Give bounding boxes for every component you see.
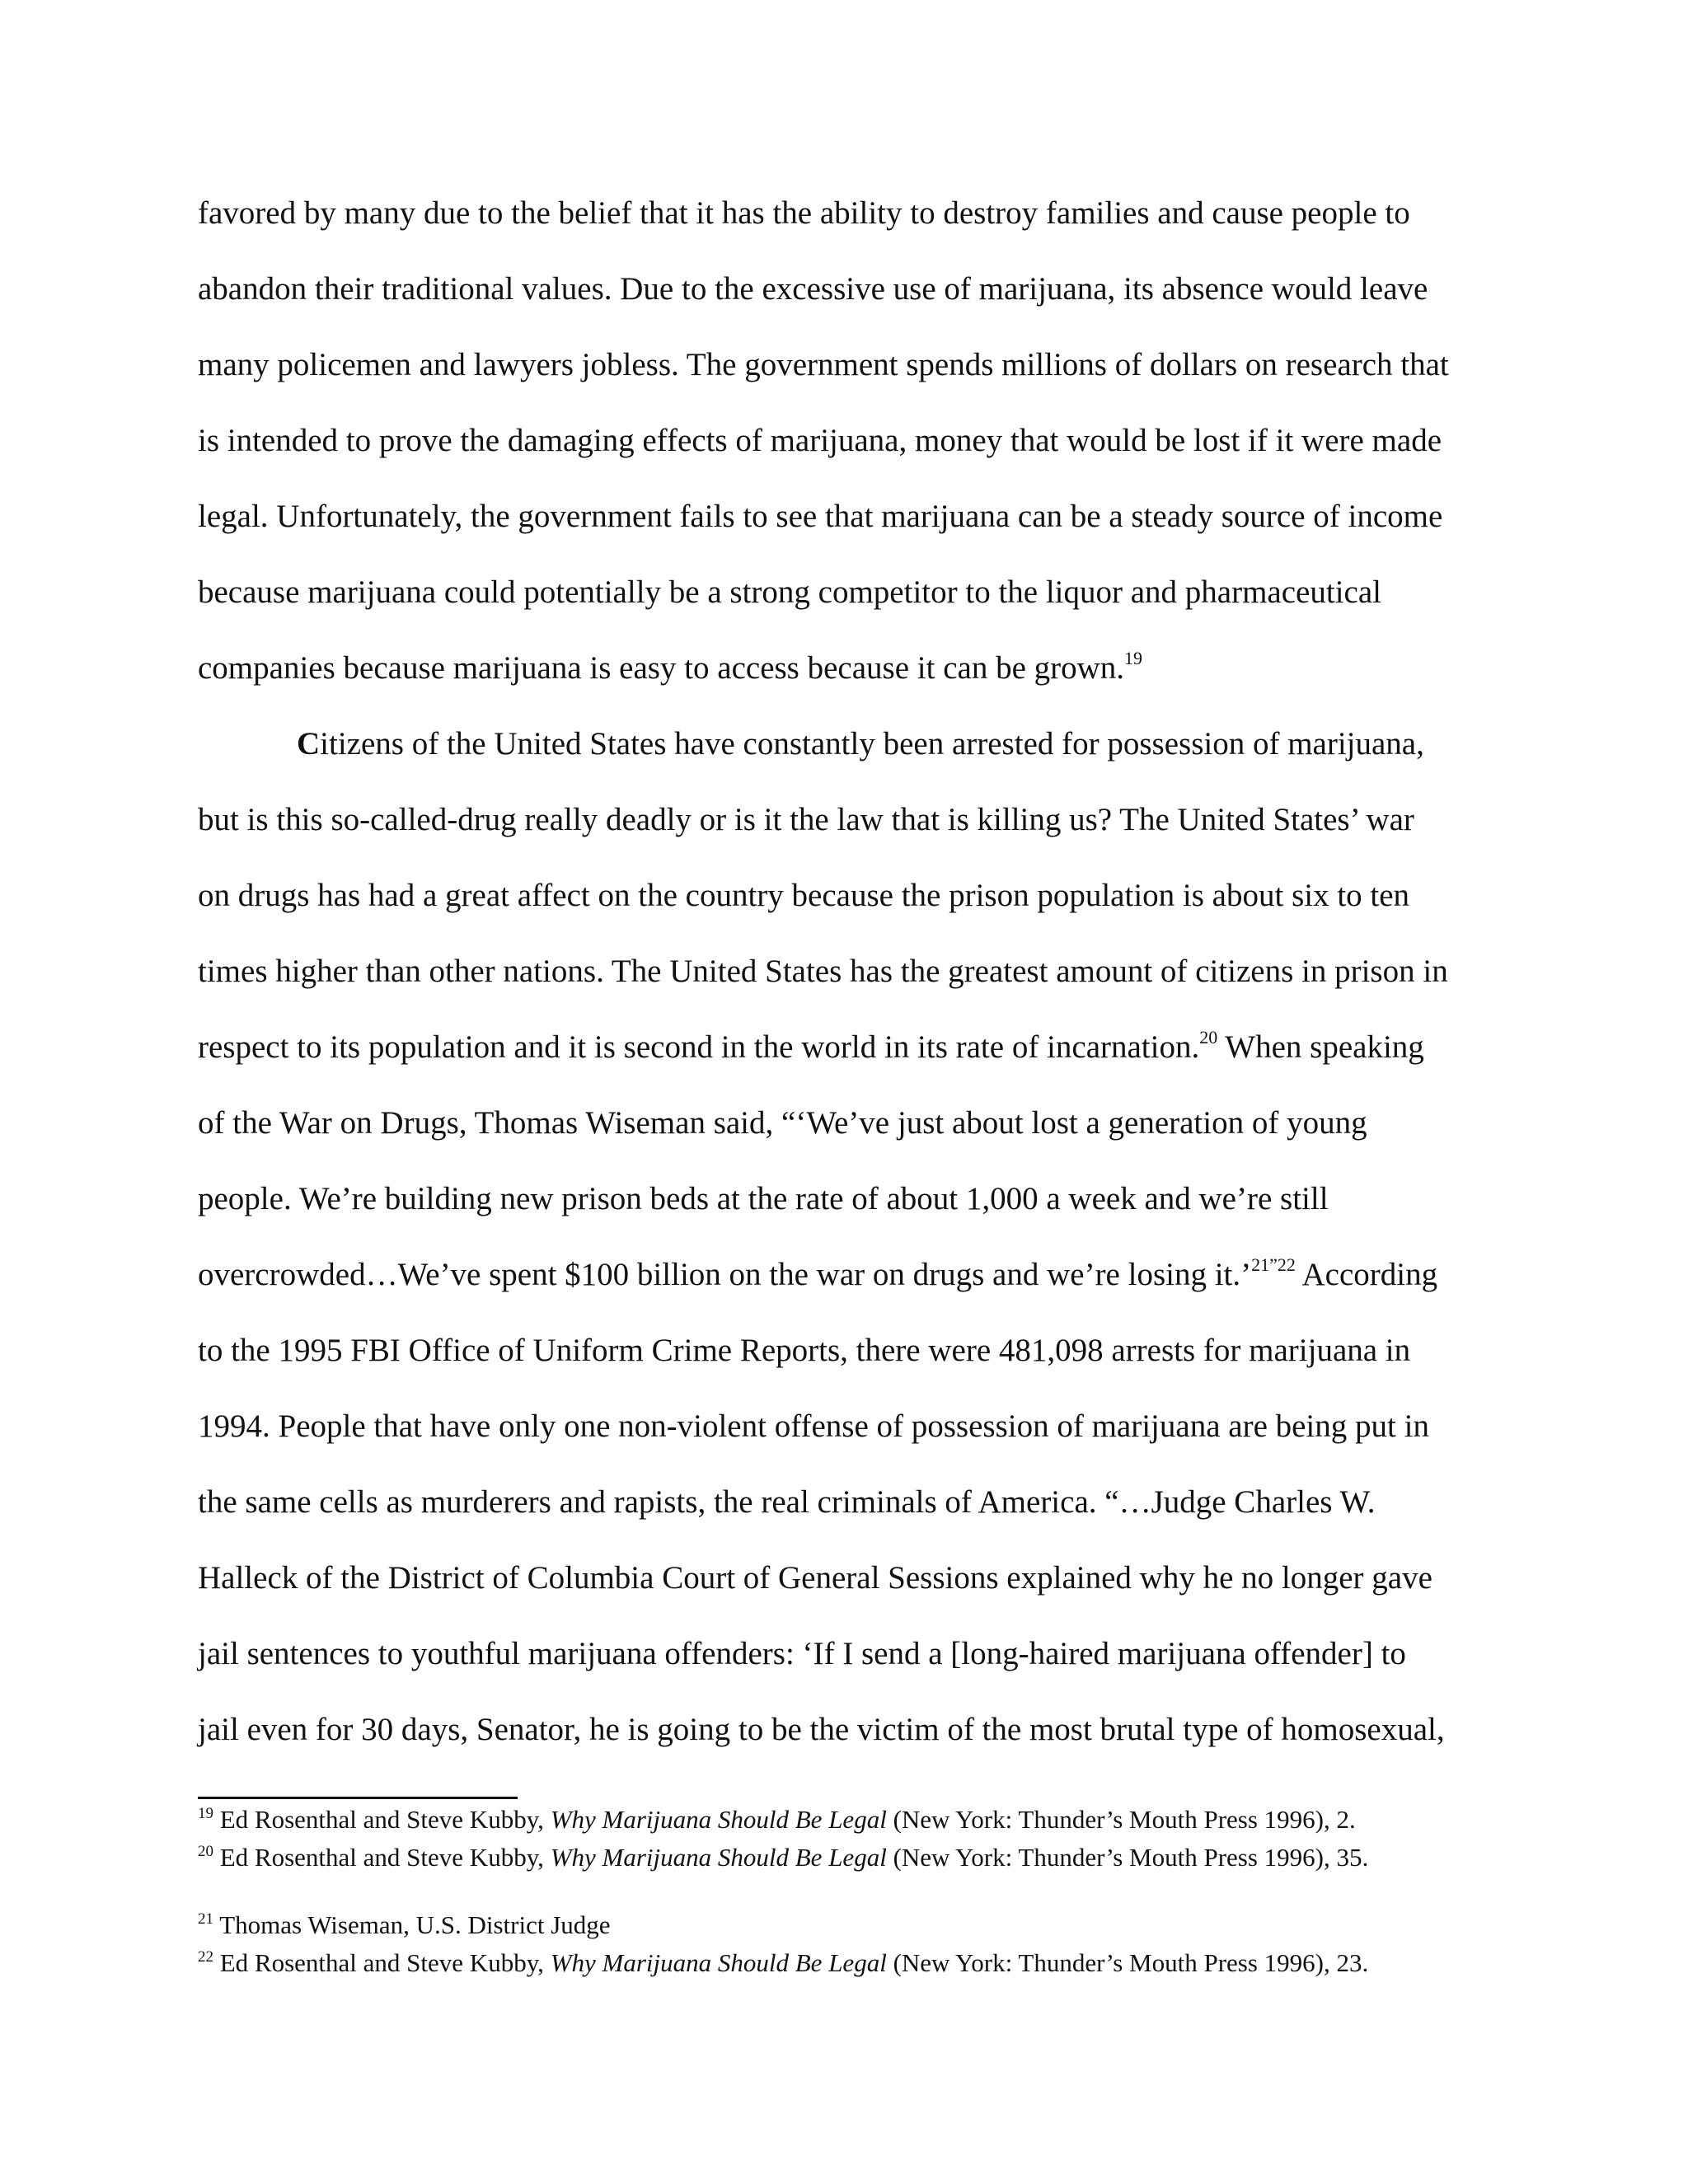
text-run: but is this so-called-drug really deadly or is it the law that is killing us? The United States’ war	[198, 802, 1414, 837]
text-run: Ed Rosenthal and Steve Kubby,	[213, 1948, 551, 1977]
text-run: is intended to prove the damaging effects of marijuana, money that would be lost if it were made	[198, 423, 1442, 458]
footnote	[198, 1910, 611, 1940]
text-run: jail sentences to youthful marijuana offenders: ‘If I send a [long-haired marijuana offender] to	[198, 1636, 1406, 1671]
text-run: overcrowded…We’ve spent $100 billion on the war on drugs and we’re losing it.’	[198, 1257, 1252, 1292]
text-run: Ed Rosenthal and Steve Kubby,	[213, 1805, 551, 1834]
text-run: people. We’re building new prison beds at the rate of about 1,000 a week and we’re still	[198, 1181, 1329, 1216]
footnote	[198, 1948, 1368, 1978]
body-line	[198, 1332, 1410, 1370]
body-line	[198, 649, 1142, 687]
footnote-marker: 20	[198, 1843, 213, 1860]
body-line	[198, 1483, 1375, 1521]
text-run: (New York: Thunder’s Mouth Press 1996), 35.	[886, 1843, 1369, 1872]
body-line	[198, 1256, 1437, 1294]
text-run: (New York: Thunder’s Mouth Press 1996), 2.	[886, 1805, 1356, 1834]
body-line	[198, 877, 1409, 915]
text-run: to the 1995 FBI Office of Uniform Crime Reports, there were 481,098 arrests for marijuana in	[198, 1333, 1411, 1368]
body-line	[198, 194, 1410, 232]
text-run: many policemen and lawyers jobless. The government spends millions of dollars on research that	[198, 347, 1449, 382]
body-line	[198, 346, 1449, 384]
footnote-marker: 21	[198, 1910, 213, 1928]
body-line	[198, 1104, 1367, 1142]
text-run: on drugs has had a great affect on the country because the prison population is about six to ten	[198, 878, 1410, 913]
body-line	[198, 574, 1381, 612]
book-title: Why Marijuana Should Be Legal	[550, 1805, 887, 1834]
text-run: 1994. People that have only one non-violent offense of possession of marijuana are being put in	[198, 1408, 1429, 1444]
body-line	[198, 1711, 1445, 1749]
footnote	[198, 1805, 1356, 1835]
book-title: Why Marijuana Should Be Legal	[550, 1948, 887, 1977]
footnote-marker: 22	[198, 1948, 213, 1966]
text-run: respect to its population and it is second in the world in its rate of incarnation.	[198, 1029, 1200, 1065]
text-run: According	[1295, 1257, 1438, 1292]
bold-initial: C	[297, 726, 321, 762]
text-run: favored by many due to the belief that it has the ability to destroy families and cause people to	[198, 195, 1410, 231]
body-line	[198, 1180, 1329, 1218]
body-line	[198, 422, 1442, 460]
paragraph-first-line	[297, 725, 1424, 763]
text-run: Ed Rosenthal and Steve Kubby,	[213, 1843, 551, 1872]
body-line	[198, 1408, 1429, 1446]
text-run: the same cells as murderers and rapists, the real criminals of America. “…Judge Charles W.	[198, 1484, 1376, 1520]
body-line	[198, 498, 1442, 536]
text-run: Thomas Wiseman, U.S. District Judge	[213, 1910, 611, 1939]
body-line	[198, 1559, 1432, 1597]
book-title: Why Marijuana Should Be Legal	[550, 1843, 887, 1872]
body-line	[198, 1635, 1406, 1673]
footnote-marker: 20	[1199, 1027, 1218, 1047]
footnote-marker: 21	[1251, 1254, 1270, 1275]
text-run: companies because marijuana is easy to access because it can be grown.	[198, 650, 1125, 686]
text-run: legal. Unfortunately, the government fails to see that marijuana can be a steady source of income	[198, 499, 1443, 534]
text-run: itizens of the United States have constantly been arrested for possession of marijuana,	[320, 726, 1424, 762]
text-run: abandon their traditional values. Due to the excessive use of marijuana, its absence would leave	[198, 271, 1428, 307]
body-line	[198, 801, 1414, 839]
footnote	[198, 1843, 1368, 1872]
text-run: Halleck of the District of Columbia Court of General Sessions explained why he no longer gave	[198, 1560, 1432, 1596]
footnote-marker: 19	[1124, 648, 1143, 668]
footnote-separator	[198, 1797, 518, 1799]
body-line	[198, 1029, 1424, 1066]
footnote-marker: 22	[1277, 1254, 1296, 1275]
text-run: When speaking	[1217, 1029, 1424, 1065]
text-run: jail even for 30 days, Senator, he is going to be the victim of the most brutal type of homosexual,	[198, 1712, 1445, 1747]
text-run: because marijuana could potentially be a strong competitor to the liquor and pharmaceutical	[198, 574, 1381, 610]
footnote-marker: ”	[1269, 1254, 1278, 1275]
text-run: times higher than other nations. The United States has the greatest amount of citizens in prison in	[198, 954, 1448, 989]
body-line	[198, 270, 1428, 308]
footnote-marker: 19	[198, 1805, 213, 1822]
body-line	[198, 953, 1448, 991]
text-run: (New York: Thunder’s Mouth Press 1996), 23.	[886, 1948, 1369, 1977]
text-run: of the War on Drugs, Thomas Wiseman said, “‘We’ve just about lost a generation of young	[198, 1105, 1367, 1141]
